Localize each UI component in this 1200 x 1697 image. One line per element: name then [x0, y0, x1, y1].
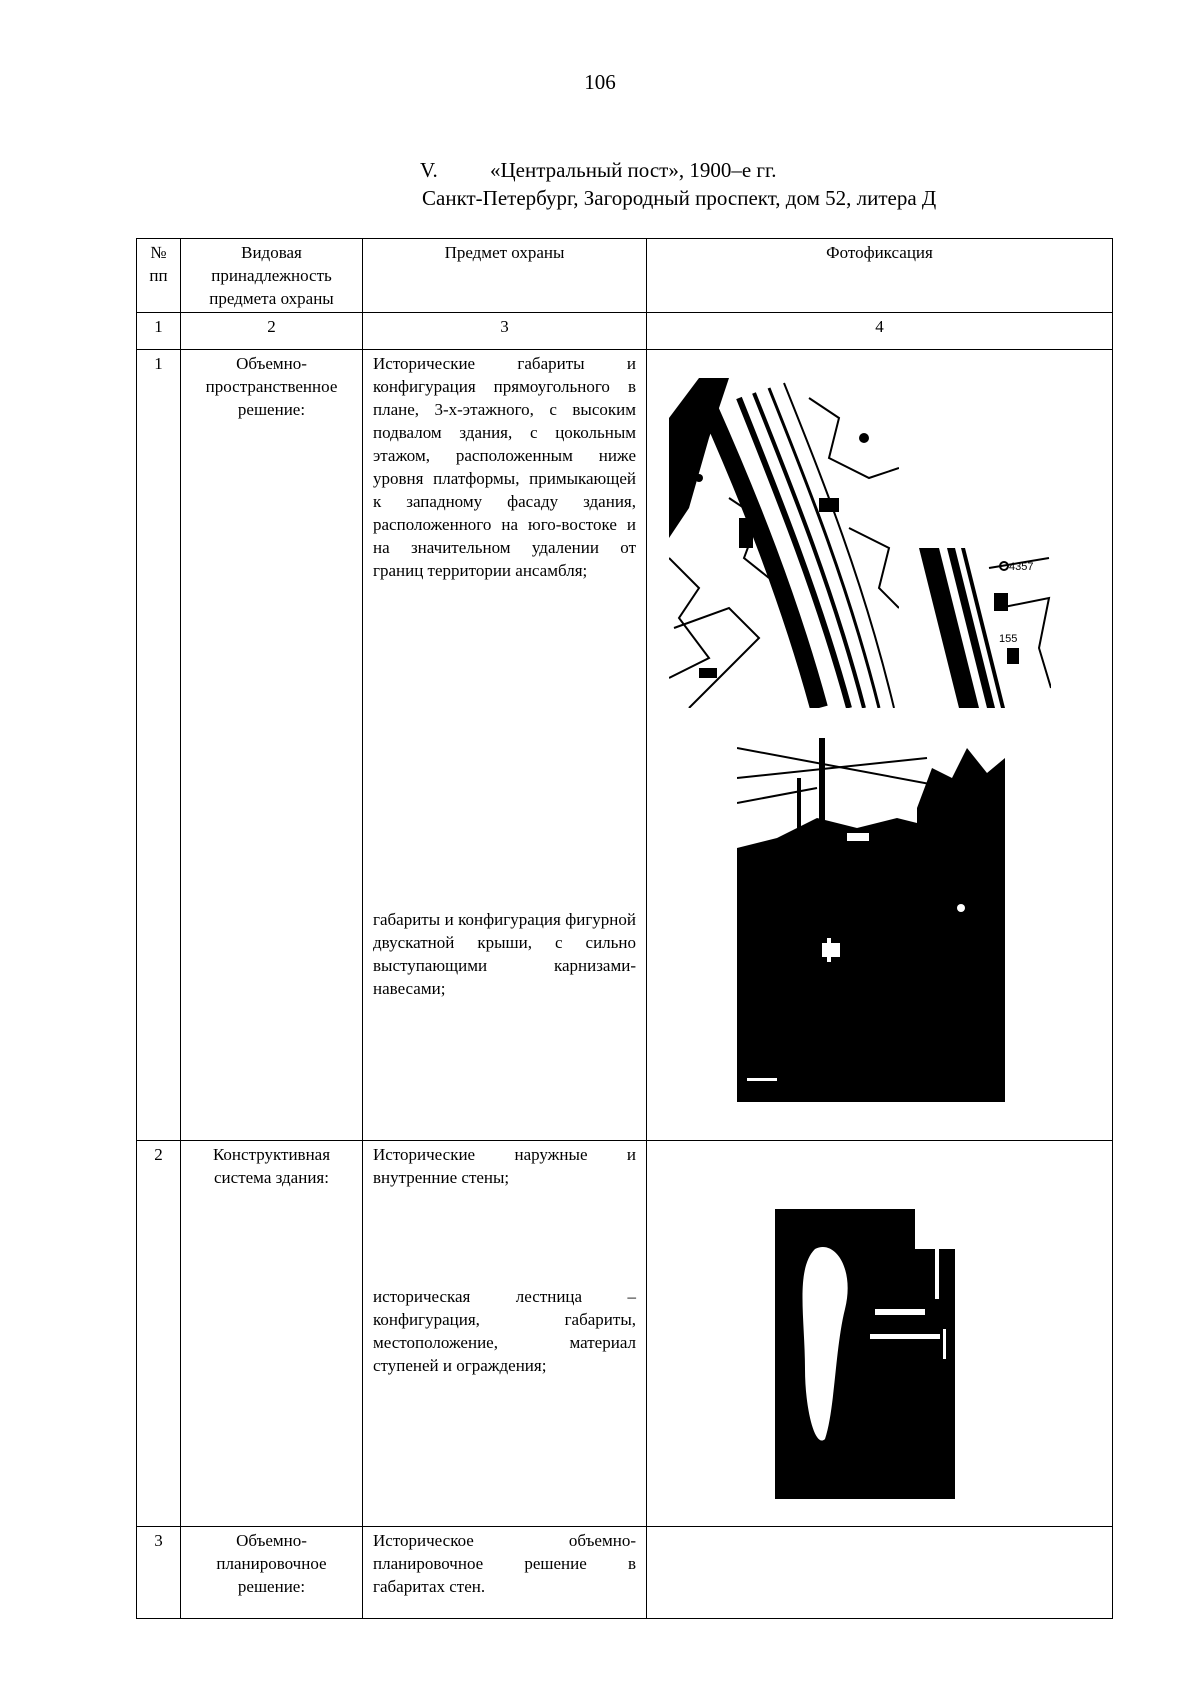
row-photo: [647, 350, 1113, 1141]
map-label: 4357: [1009, 561, 1034, 573]
detail-map-image: [919, 548, 1051, 708]
row-type: Конструктивная система здания:: [181, 1141, 363, 1527]
index-cell: 3: [363, 313, 647, 350]
section-number: V.: [420, 158, 438, 182]
subject-text: габариты и конфигурация фигурной двускатной крыши, с сильно выступающими карнизами-навесами;: [373, 910, 636, 998]
header-row: [137, 239, 1113, 313]
index-row: [137, 313, 1113, 350]
page-number: 106: [584, 70, 616, 94]
index-cell: 4: [647, 313, 1113, 350]
row-number: 1: [137, 350, 181, 1141]
table-row: [137, 1527, 1113, 1619]
header-number: № пп: [137, 239, 181, 313]
subject-text: Исторические наружные и внутренние стены;: [373, 1145, 636, 1187]
staircase-photo-image: [775, 1209, 955, 1499]
header-photo: Фотофиксация: [647, 239, 1113, 313]
subject-text: историческая лестница – конфигурация, габариты, местоположение, материал ступеней и ограждения;: [373, 1287, 636, 1375]
site-map-image: [669, 378, 899, 708]
row-photo: [647, 1141, 1113, 1527]
roof-photo-image: [737, 738, 1005, 1102]
table-row: [137, 1141, 1113, 1527]
protection-table: [136, 238, 1113, 1619]
subject-text: Историческое объемно-планировочное решение в габаритах стен.: [373, 1531, 636, 1596]
table-row: [137, 350, 1113, 1141]
subject-text: Исторические габариты и конфигурация прямоугольного в плане, 3-х-этажного, с высоким подвалом здания, с цокольным этажом, расположенным ниже уровня платформы, примыкающей к западному фасаду здания, расположенного на юго-востоке и на значительном удалении от границ территории ансамбля;: [373, 354, 636, 580]
row-number: 2: [137, 1141, 181, 1527]
header-type: Видовая принадлежность предмета охраны: [181, 239, 363, 313]
object-address: Санкт-Петербург, Загородный проспект, дом 52, литера Д: [422, 186, 937, 210]
row-subject: [363, 1527, 647, 1619]
map-label: 155: [999, 633, 1018, 645]
index-cell: 2: [181, 313, 363, 350]
row-photo: [647, 1527, 1113, 1619]
object-name: «Центральный пост», 1900–е гг.: [490, 158, 777, 182]
document-title: [420, 158, 777, 183]
row-subject: [363, 350, 647, 1141]
row-subject: [363, 1141, 647, 1527]
row-type: Объемно-планировочное решение:: [181, 1527, 363, 1619]
index-cell: 1: [137, 313, 181, 350]
header-subject: Предмет охраны: [363, 239, 647, 313]
row-type: Объемно-пространственное решение:: [181, 350, 363, 1141]
row-number: 3: [137, 1527, 181, 1619]
